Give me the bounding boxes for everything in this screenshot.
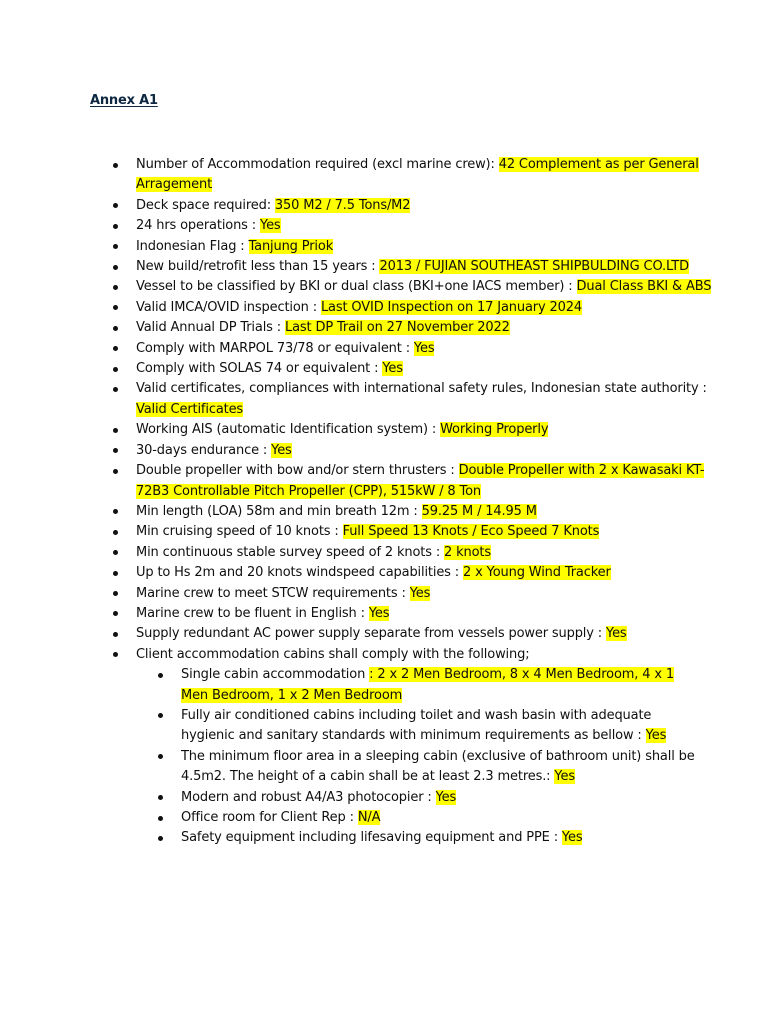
bullet-icon — [113, 224, 118, 229]
list-item — [113, 461, 713, 502]
item-value: Valid Certificates — [136, 401, 244, 417]
bullet-icon — [158, 673, 163, 678]
item-label: Supply redundant AC power supply separate from vessels power supply : — [136, 626, 606, 642]
list-item — [113, 584, 713, 604]
list-item — [113, 420, 713, 440]
item-value: N/A — [357, 810, 381, 825]
item-value: Yes — [271, 442, 292, 458]
bullet-icon — [113, 428, 118, 433]
bullet-icon — [113, 448, 118, 453]
item-label: Single cabin accommodation — [181, 667, 370, 683]
item-value: Yes — [413, 340, 435, 356]
item-label: Working AIS (automatic Identification system) : — [136, 422, 441, 438]
bullet-icon — [113, 367, 118, 372]
item-value: 59.25 M / 14.95 M — [421, 503, 537, 519]
list-item — [113, 237, 713, 257]
item-value: Yes — [368, 605, 390, 621]
bullet-icon — [113, 203, 118, 208]
list-item — [113, 339, 713, 359]
item-label: Min cruising speed of 10 knots : — [136, 524, 343, 540]
item-value: 2 knots — [444, 544, 491, 560]
bullet-icon — [113, 591, 118, 596]
bullet-icon — [113, 571, 118, 576]
list-item — [113, 277, 713, 297]
list-item — [113, 543, 713, 563]
sub-list-item — [158, 747, 698, 788]
bullet-icon — [158, 754, 163, 759]
annex-heading: Annex A1 — [90, 93, 158, 108]
item-label: Comply with MARPOL 73/78 or equivalent : — [136, 340, 414, 356]
item-label: Marine crew to meet STCW requirements : — [136, 585, 410, 601]
bullet-icon — [158, 816, 163, 821]
bullet-icon — [113, 346, 118, 351]
item-value: Yes — [260, 218, 281, 234]
item-label: New build/retrofit less than 15 years : — [136, 259, 380, 275]
list-item — [113, 604, 713, 624]
item-label: 30-days endurance : — [136, 442, 272, 458]
bullet-icon — [113, 509, 118, 514]
item-label: Indonesian Flag : — [136, 238, 249, 254]
list-item — [113, 441, 713, 461]
item-value: Yes — [554, 769, 575, 785]
bullet-icon — [113, 326, 118, 331]
item-label: 24 hrs operations : — [136, 218, 260, 234]
item-label: Modern and robust A4/A3 photocopier : — [181, 789, 436, 805]
sub-list-item — [158, 828, 698, 848]
list-item — [113, 257, 713, 277]
list-item — [113, 359, 713, 379]
list-item — [113, 563, 713, 583]
bullet-icon — [113, 305, 118, 310]
sub-list-item — [158, 788, 698, 808]
item-value: : 2 x 2 Men Bedroom, 8 x 4 Men Bedroom, 4 x 1 Men Bedroom, 1 x 2 Men Bedroom — [181, 667, 674, 703]
list-item — [113, 624, 713, 644]
item-value: Yes — [606, 626, 627, 642]
bullet-icon — [113, 550, 118, 555]
item-label: Number of Accommodation required (excl marine crew): — [136, 157, 499, 172]
bullet-icon — [113, 265, 118, 270]
item-value: Double Propeller with 2 x Kawasaki KT-72B3 Controllable Pitch Propeller (CPP), 515kW / 8 Ton — [136, 463, 705, 499]
bullet-icon — [113, 387, 118, 392]
list-item — [113, 645, 713, 849]
cabin-requirements-sublist — [158, 665, 698, 849]
item-label: Comply with SOLAS 74 or equivalent : — [136, 361, 383, 377]
bullet-icon — [113, 632, 118, 637]
item-value: 2 x Young Wind Tracker — [463, 565, 611, 581]
item-value: Yes — [409, 585, 431, 601]
item-label: The minimum floor area in a sleeping cabin (exclusive of bathroom unit) shall be 4.5m2. The height of a cabin shall be at least 2.3 metres.: — [181, 748, 695, 785]
item-label: Fully air conditioned cabins including toilet and wash basin with adequate hygienic and sanitary standards with minimum requirements as bellow : — [181, 707, 652, 744]
bullet-icon — [113, 244, 118, 249]
bullet-icon — [113, 611, 118, 616]
item-value: 350 M2 / 7.5 Tons/M2 — [274, 197, 411, 213]
item-label: Valid certificates, compliances with international safety rules, Indonesian state authority : — [136, 381, 707, 397]
item-label: Marine crew to be fluent in English : — [136, 605, 369, 621]
bullet-icon — [113, 530, 118, 535]
list-item — [113, 298, 713, 318]
item-label: Safety equipment including lifesaving equipment and PPE : — [181, 830, 562, 846]
item-value: Last DP Trail on 27 November 2022 — [285, 320, 510, 336]
bullet-icon — [158, 795, 163, 800]
list-item — [113, 216, 713, 236]
item-value: Yes — [382, 361, 403, 377]
sub-list-item — [158, 706, 698, 747]
sub-list-item — [158, 808, 698, 828]
item-value: Yes — [561, 830, 583, 846]
item-label: Double propeller with bow and/or stern thrusters : — [136, 463, 459, 479]
item-value: Tanjung Priok — [248, 238, 334, 254]
list-item — [113, 155, 713, 196]
list-item — [113, 379, 713, 420]
bullet-icon — [113, 163, 118, 168]
list-item — [113, 502, 713, 522]
item-value: Working Properly — [440, 422, 549, 438]
item-value: Dual Class BKI & ABS — [576, 279, 712, 295]
bullet-icon — [113, 285, 118, 290]
item-label: Office room for Client Rep : — [181, 810, 358, 825]
sub-list-item — [158, 665, 698, 706]
list-item — [113, 522, 713, 542]
bullet-icon — [113, 469, 118, 474]
item-label: Min continuous stable survey speed of 2 knots : — [136, 544, 445, 560]
item-value: 42 Complement as per General Arragement — [136, 157, 699, 193]
item-label: Valid IMCA/OVID inspection : — [136, 299, 321, 315]
item-label: Vessel to be classified by BKI or dual class (BKI+one IACS member) : — [136, 279, 577, 295]
item-value: 2013 / FUJIAN SOUTHEAST SHIPBULDING CO.LTD — [379, 259, 689, 275]
item-value: Last OVID Inspection on 17 January 2024 — [320, 299, 582, 315]
bullet-icon — [158, 836, 163, 841]
bullet-icon — [158, 713, 163, 718]
item-label: Client accommodation cabins shall comply with the following; — [136, 646, 530, 662]
bullet-icon — [113, 652, 118, 657]
list-item — [113, 318, 713, 338]
item-label: Up to Hs 2m and 20 knots windspeed capabilities : — [136, 565, 464, 581]
item-label: Min length (LOA) 58m and min breath 12m : — [136, 503, 422, 519]
requirements-list — [113, 155, 713, 849]
item-label: Valid Annual DP Trials : — [136, 320, 285, 336]
item-value: Yes — [645, 728, 667, 744]
item-value: Full Speed 13 Knots / Eco Speed 7 Knots — [342, 524, 600, 540]
list-item — [113, 196, 713, 216]
item-value: Yes — [435, 789, 457, 805]
item-label: Deck space required: — [136, 197, 275, 213]
